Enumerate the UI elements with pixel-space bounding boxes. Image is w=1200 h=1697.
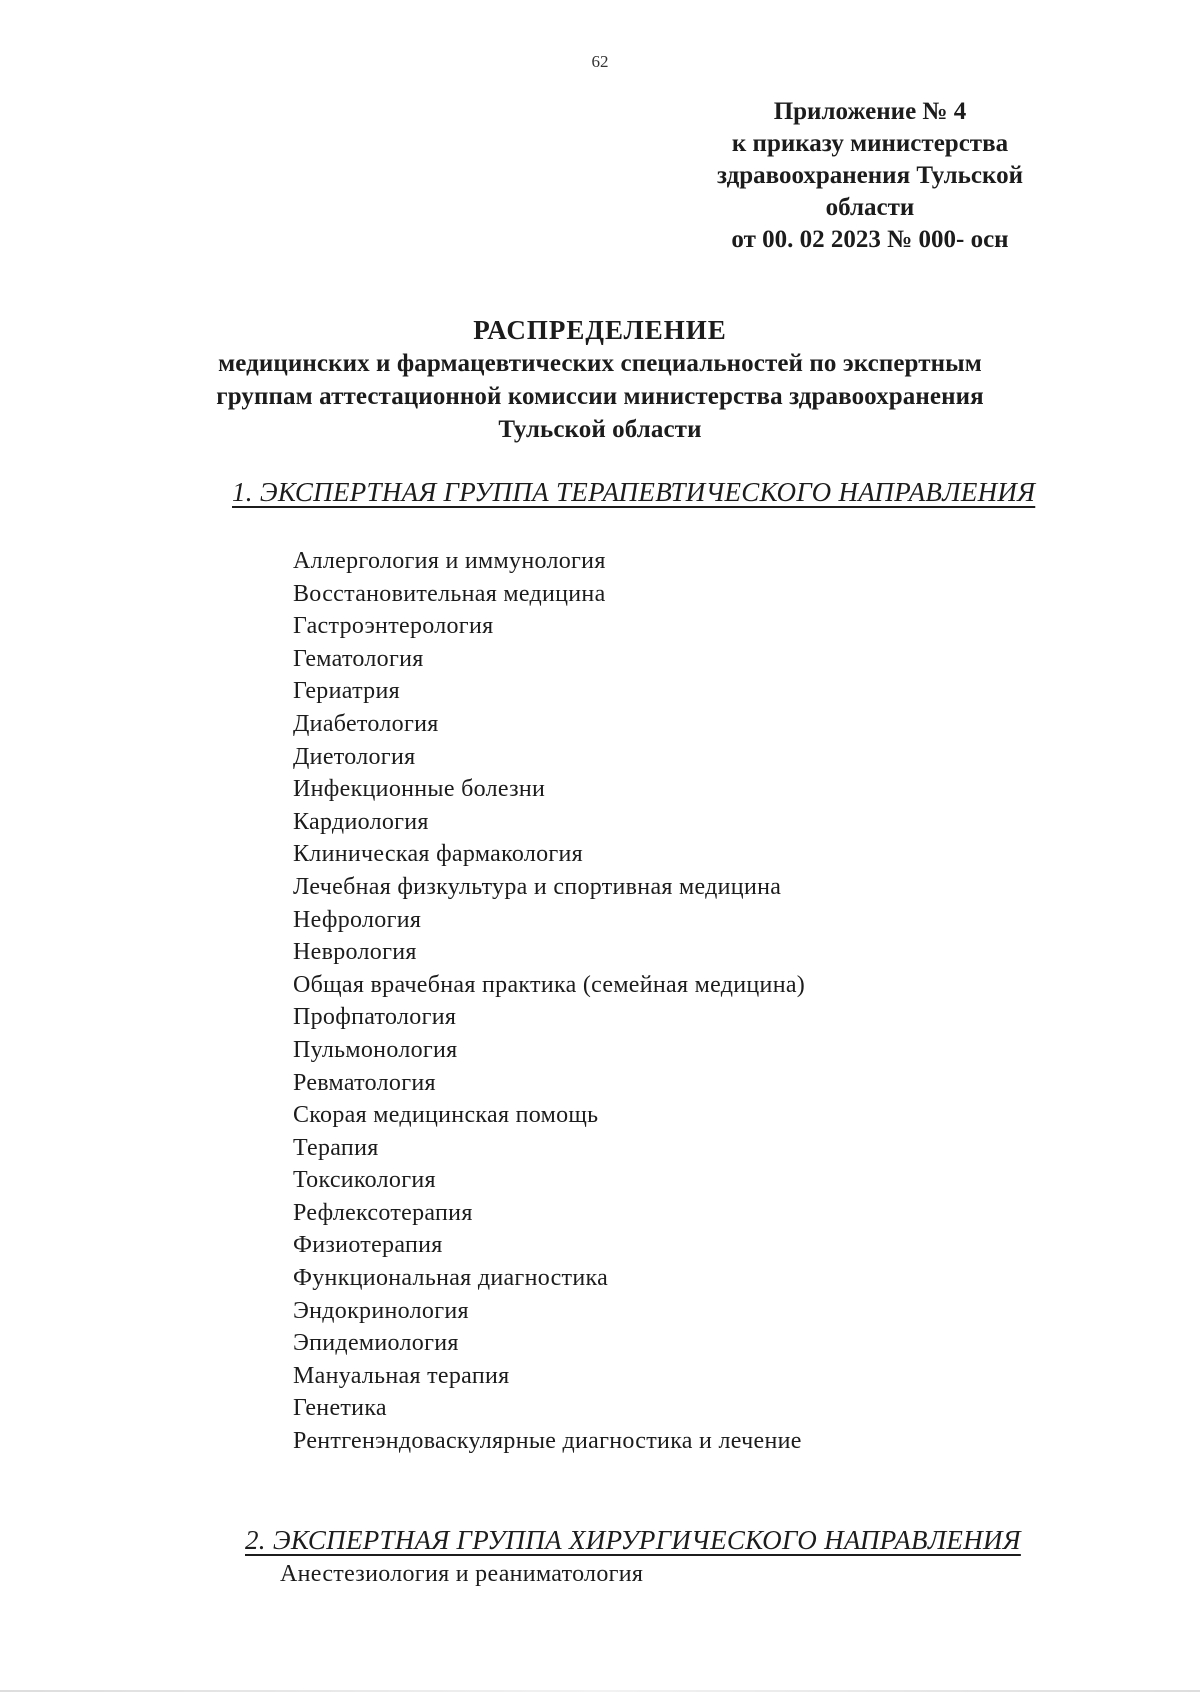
list-item: Токсикология (293, 1167, 436, 1194)
list-item: Гериатрия (293, 678, 400, 705)
list-item: Клиническая фармакология (293, 841, 584, 868)
page-number: 62 (591, 52, 609, 71)
list-item: Генетика (293, 1395, 387, 1422)
list-item: Рефлексотерапия (293, 1199, 473, 1226)
appendix-line: области (825, 194, 915, 221)
appendix-line: Приложение № 4 (773, 98, 967, 125)
list-item: Неврология (293, 939, 417, 966)
list-item: Терапия (293, 1134, 379, 1161)
scan-edge-divider (0, 1690, 1200, 1692)
list-item: Лечебная физкультура и спортивная медицина (293, 873, 782, 900)
document-title-line: медицинских и фармацевтических специальностей по экспертным (218, 350, 982, 377)
list-item: Восстановительная медицина (293, 580, 606, 607)
document-title-line: группам аттестационной комиссии министерства здравоохранения (216, 383, 984, 410)
document-title-line: Тульской области (498, 416, 702, 443)
section-heading-surgical: 2. ЭКСПЕРТНАЯ ГРУППА ХИРУРГИЧЕСКОГО НАПРАВЛЕНИЯ (245, 1525, 1021, 1555)
list-item: Кардиология (293, 808, 429, 835)
list-item: Аллергология и иммунология (293, 548, 606, 574)
list-item: Общая врачебная практика (семейная медицина) (293, 971, 806, 998)
list-item: Мануальная терапия (293, 1362, 510, 1389)
appendix-line: к приказу министерства (731, 130, 1009, 157)
list-item: Гематология (293, 645, 424, 672)
appendix-line: от 00. 02 2023 № 000- осн (731, 226, 1009, 253)
specialty-list-therapeutic (293, 545, 805, 1458)
document-title (150, 314, 1050, 446)
list-item: Функциональная диагностика (293, 1265, 609, 1292)
list-item: Нефрология (293, 906, 422, 933)
list-item: Диетология (293, 743, 416, 770)
list-item: Гастроэнтерология (293, 613, 494, 640)
list-item: Эндокринология (293, 1297, 469, 1324)
list-item: Скорая медицинская помощь (293, 1102, 599, 1129)
list-item: Рентгенэндоваскулярные диагностика и лечение (293, 1428, 802, 1455)
list-item: Эпидемиология (293, 1330, 459, 1357)
list-item: Ревматология (293, 1069, 436, 1096)
section-heading-therapeutic: 1. ЭКСПЕРТНАЯ ГРУППА ТЕРАПЕВТИЧЕСКОГО НАПРАВЛЕНИЯ (232, 477, 1036, 507)
document-title-main: РАСПРЕДЕЛЕНИЕ (473, 315, 727, 345)
list-item: Инфекционные болезни (293, 776, 546, 803)
appendix-line: здравоохранения Тульской (717, 162, 1023, 189)
list-item: Анестезиология и реаниматология (280, 1561, 644, 1587)
list-item: Пульмонология (293, 1036, 458, 1063)
specialty-list-surgical (280, 1558, 643, 1590)
list-item: Физиотерапия (293, 1232, 443, 1259)
appendix-header (690, 96, 1050, 256)
list-item: Диабетология (293, 710, 439, 737)
list-item: Профпатология (293, 1004, 457, 1031)
